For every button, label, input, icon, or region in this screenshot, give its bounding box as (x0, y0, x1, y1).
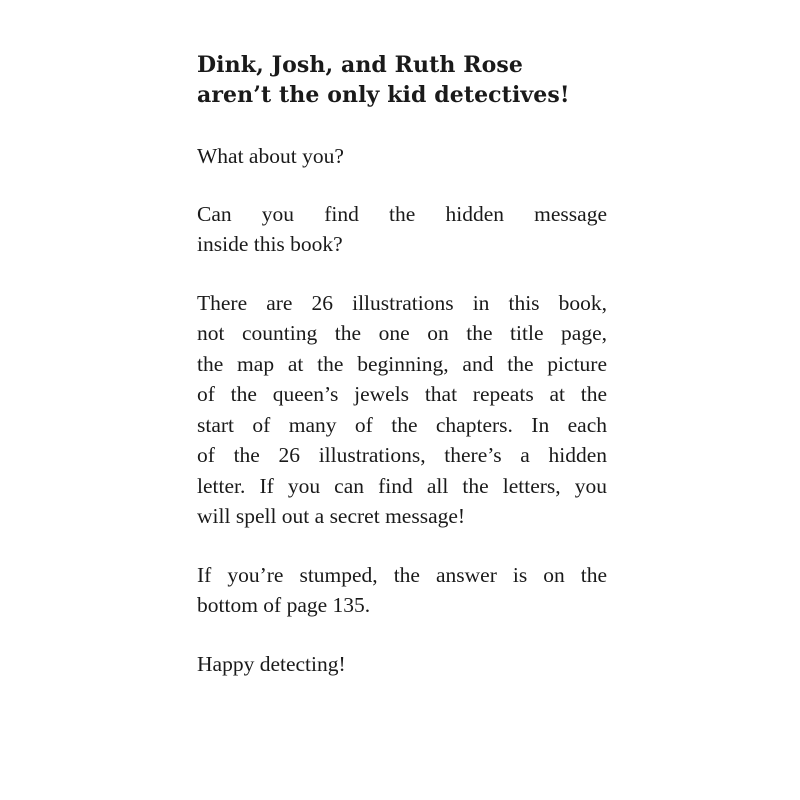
text-line: Can you find the hidden message (197, 201, 607, 226)
text-line: the map at the beginning, and the picture (197, 351, 607, 376)
paragraph-answer-hint (197, 560, 607, 621)
text-line: of the 26 illustrations, there’s a hidden (197, 443, 607, 467)
text-line: What about you? (197, 144, 344, 168)
paragraph-closing (197, 649, 607, 680)
paragraph-question (197, 141, 607, 172)
text-line: start of many of the chapters. In each (197, 412, 607, 437)
text-line: Happy detecting! (197, 651, 346, 676)
text-line: inside this book? (197, 232, 343, 256)
text-line: will spell out a secret message! (197, 504, 466, 528)
text-line: There are 26 illustrations in this book, (197, 290, 607, 315)
text-line: letter. If you can find all the letters, you (197, 473, 607, 498)
page-heading (197, 50, 607, 110)
heading-line-2: aren’t the only kid detectives! (197, 82, 570, 108)
paragraph-hidden-message (197, 199, 607, 260)
heading-line-1: Dink, Josh, and Ruth Rose (197, 52, 524, 78)
paragraph-illustrations (197, 288, 607, 532)
text-line: of the queen’s jewels that repeats at the (197, 382, 607, 406)
text-line: not counting the one on the title page, (197, 321, 607, 345)
text-line: If you’re stumped, the answer is on the (197, 562, 607, 587)
page-content (197, 50, 607, 679)
text-line: bottom of page 135. (197, 593, 371, 617)
